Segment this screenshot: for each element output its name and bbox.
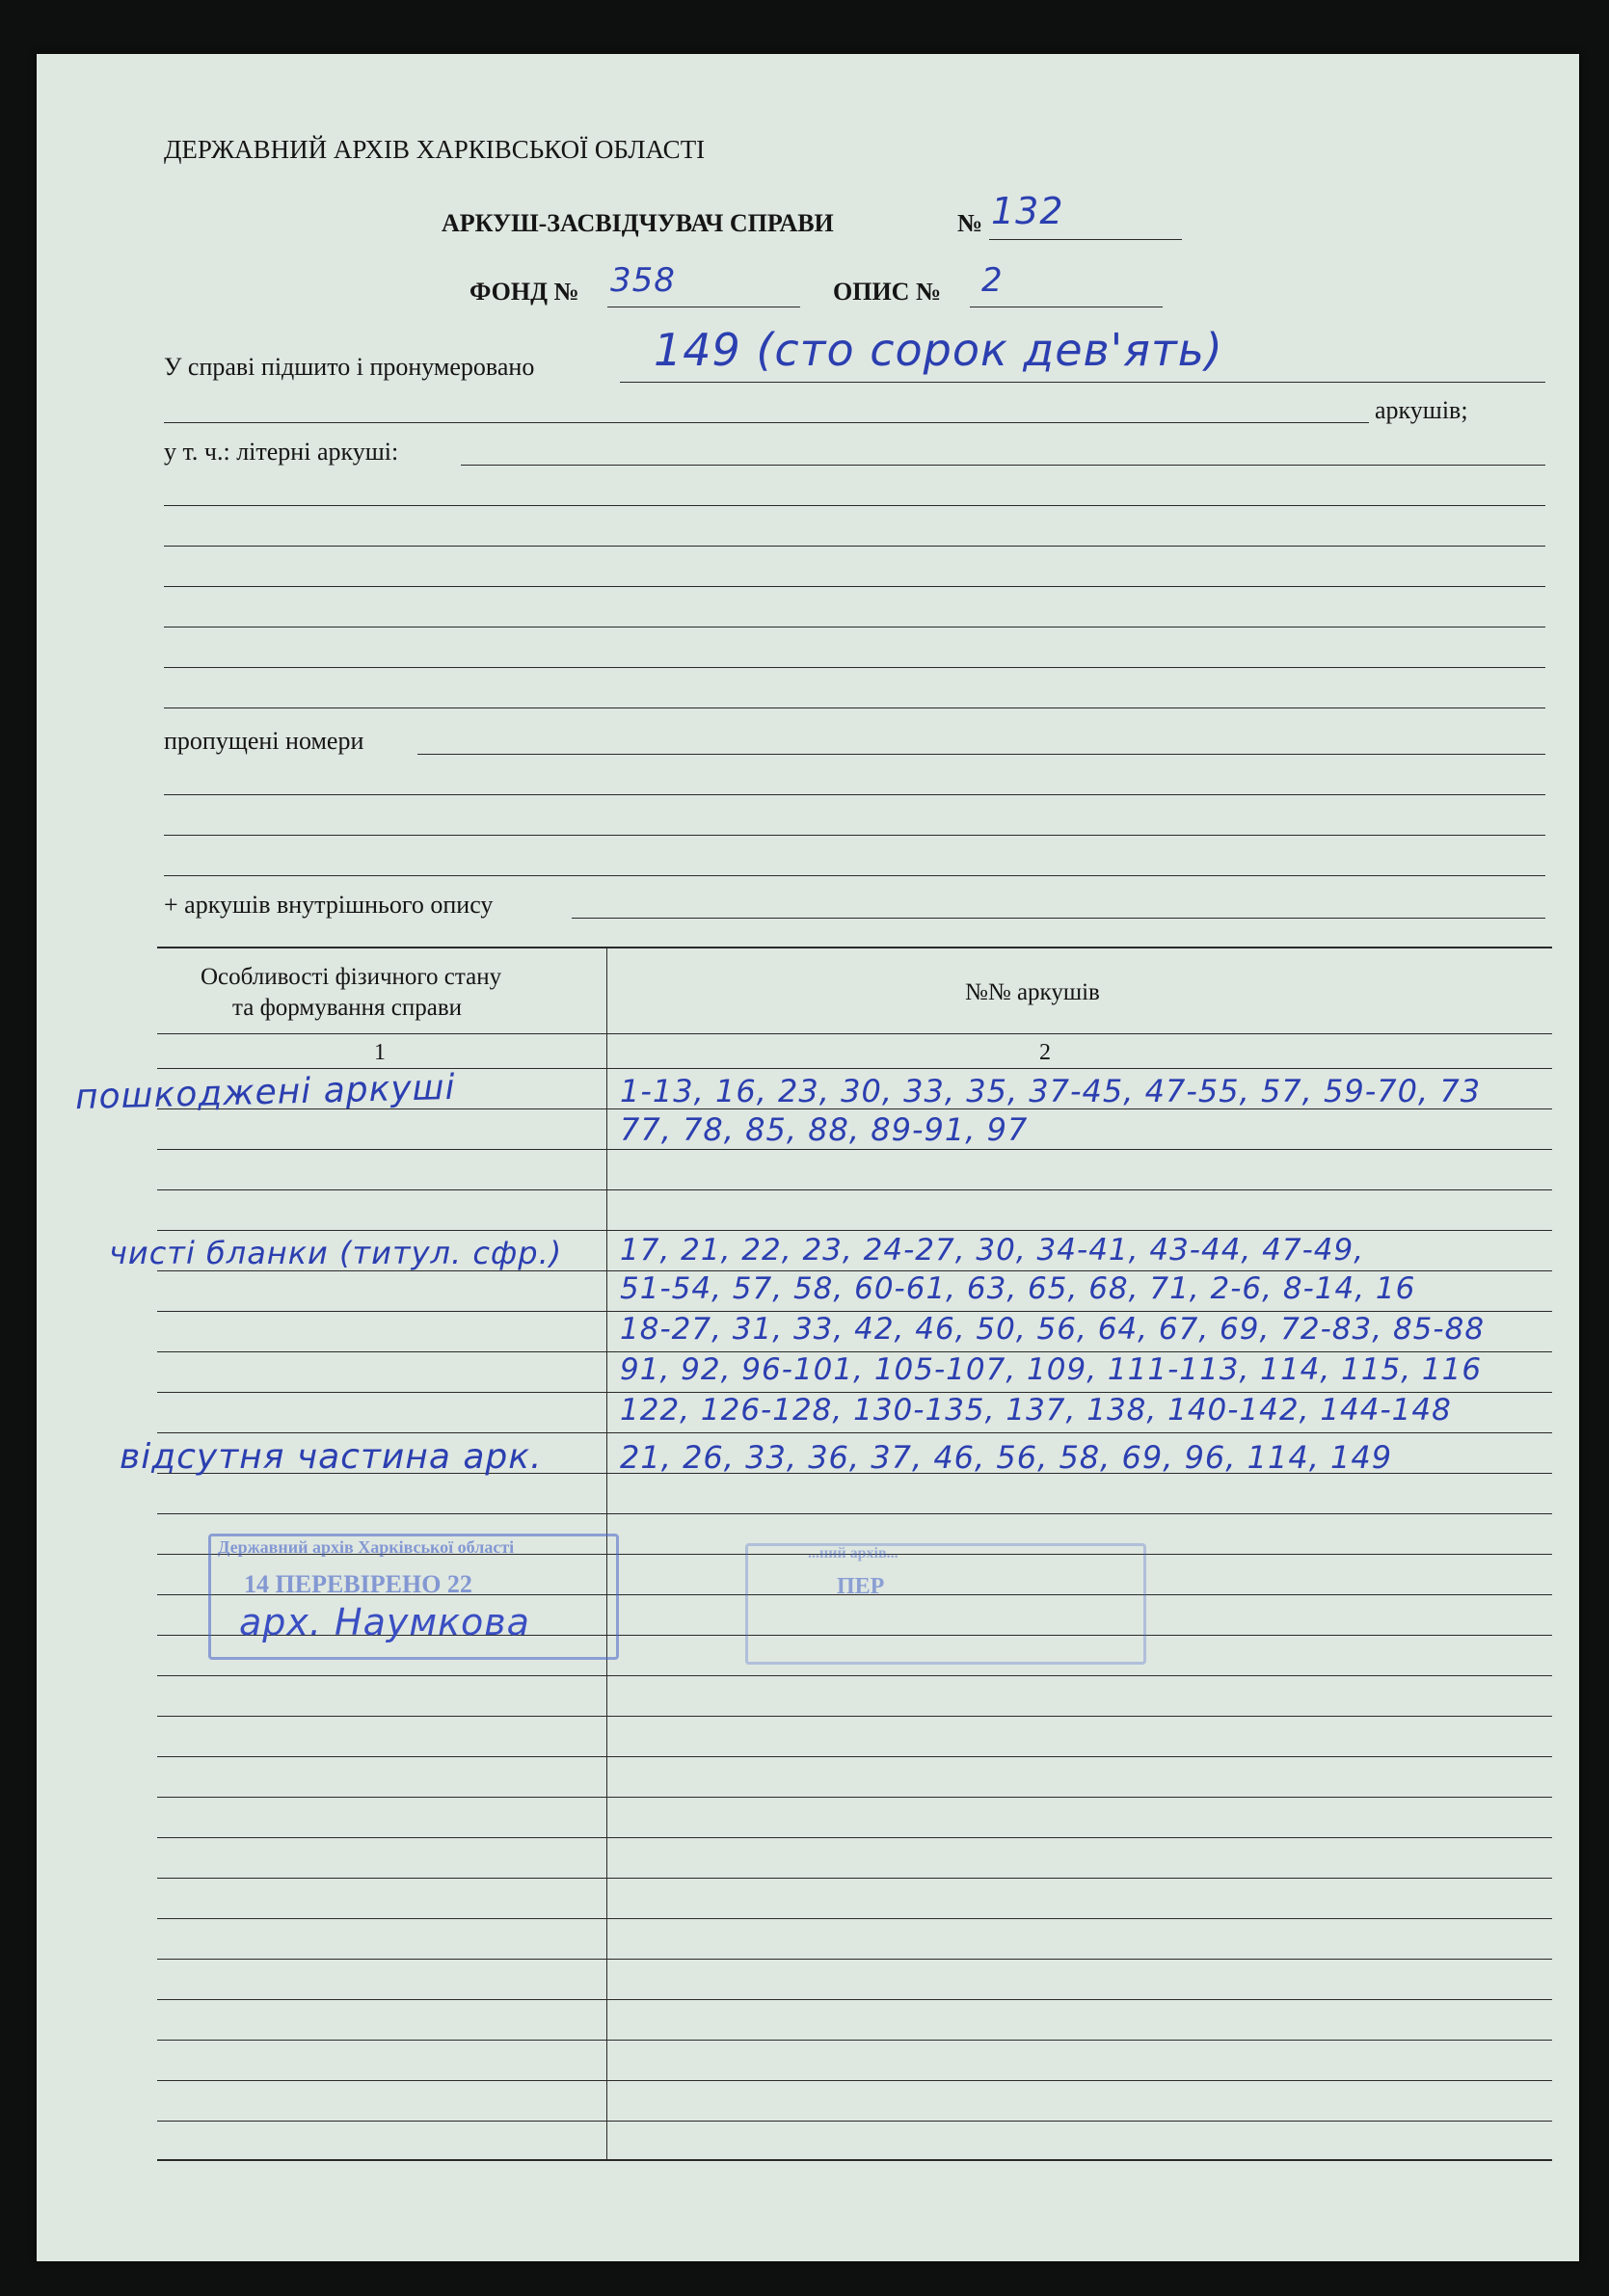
row1-sheets-line2: 77, 78, 85, 88, 89-91, 97 <box>620 1111 1029 1148</box>
table-line <box>157 2121 1552 2122</box>
opys-value: 2 <box>981 261 1004 300</box>
opys-label: ОПИС № <box>833 278 942 306</box>
blank-line <box>164 546 1545 547</box>
table-line <box>157 1999 1552 2000</box>
case-number: 132 <box>991 190 1064 232</box>
inner-label: + аркушів внутрішнього опису <box>164 891 494 919</box>
table-line <box>157 1189 1552 1190</box>
fond-value: 358 <box>610 261 676 300</box>
case-number-sign: № <box>957 209 983 237</box>
row3-feature: відсутня частина арк. <box>120 1437 543 1477</box>
row2-sheets-line4: 91, 92, 96-101, 105-107, 109, 111-113, 114, 115, 116 <box>620 1352 1483 1387</box>
sewn-line-2 <box>164 422 1369 423</box>
faded-stamp <box>745 1543 1146 1665</box>
table-bottom-border <box>157 2159 1552 2161</box>
table-line <box>157 1756 1552 1757</box>
inner-line <box>572 918 1545 919</box>
blank-line <box>164 794 1545 795</box>
table-line <box>157 1837 1552 1838</box>
sewn-value: 149 (сто сорок дев'ять) <box>654 324 1223 376</box>
table-line <box>157 1675 1552 1676</box>
row1-sheets-line1: 1-13, 16, 23, 30, 33, 35, 37-45, 47-55, 57, 59-70, 73 <box>620 1073 1482 1109</box>
table-line <box>157 1959 1552 1960</box>
col2-number: 2 <box>1039 1040 1051 1065</box>
header-line <box>157 1033 1552 1034</box>
case-number-line <box>989 239 1182 240</box>
sheets-suffix: аркушів; <box>1375 396 1468 424</box>
table-line <box>157 1230 1552 1231</box>
col1-number: 1 <box>374 1040 386 1065</box>
table-line <box>157 1797 1552 1798</box>
stamp-signature: арх. Наумкова <box>239 1601 530 1643</box>
blank-line <box>164 586 1545 587</box>
table-line <box>157 1149 1552 1150</box>
row2-sheets-line2: 51-54, 57, 58, 60-61, 63, 65, 68, 71, 2-6, 8-14, 16 <box>620 1271 1416 1306</box>
blank-line <box>164 875 1545 876</box>
faded-stamp-line: ПЕР <box>837 1574 885 1599</box>
table-line <box>157 2040 1552 2041</box>
litera-label: у т. ч.: літерні аркуші: <box>164 438 399 466</box>
missed-line <box>417 754 1545 755</box>
table-line <box>157 1513 1552 1514</box>
faded-stamp-header: ...ний архів... <box>808 1545 898 1562</box>
table-line <box>157 1918 1552 1919</box>
row2-sheets-line3: 18-27, 31, 33, 42, 46, 50, 56, 64, 67, 69, 72-83, 85-88 <box>620 1312 1486 1347</box>
col2-header: №№ аркушів <box>965 979 1100 1005</box>
sewn-label: У справі підшито і пронумеровано <box>164 353 535 381</box>
row2-sheets-line5: 122, 126-128, 130-135, 137, 138, 140-142, 144-148 <box>620 1393 1452 1428</box>
missed-label: пропущені номери <box>164 727 364 755</box>
table-line <box>157 1716 1552 1717</box>
blank-line <box>164 707 1545 708</box>
document-page <box>37 54 1579 2261</box>
row2-sheets-line1: 17, 21, 22, 23, 24-27, 30, 34-41, 43-44, 47-49, <box>620 1233 1365 1268</box>
case-title-label: АРКУШ-ЗАСВІДЧУВАЧ СПРАВИ <box>442 209 834 237</box>
stamp-header: Державний архів Харківської області <box>218 1537 515 1557</box>
row2-feature: чисті бланки (титул. сфр.) <box>109 1235 563 1271</box>
table-line <box>157 1068 1552 1069</box>
blank-line <box>164 835 1545 836</box>
stamp-line: 14 ПЕРЕВІРЕНО 22 <box>244 1570 472 1598</box>
table-line <box>157 2080 1552 2081</box>
col1-header-line2: та формування справи <box>232 995 463 1021</box>
archive-name: ДЕРЖАВНИЙ АРХІВ ХАРКІВСЬКОЇ ОБЛАСТІ <box>164 135 706 164</box>
row1-feature: пошкоджені аркуші <box>74 1067 457 1118</box>
col1-header-line1: Особливості фізичного стану <box>201 964 502 990</box>
fond-label: ФОНД № <box>469 278 579 306</box>
table-top-border <box>157 947 1552 948</box>
sewn-line <box>620 382 1545 383</box>
table-line <box>157 1432 1552 1433</box>
blank-line <box>164 667 1545 668</box>
table-line <box>157 1878 1552 1879</box>
blank-line <box>164 505 1545 506</box>
row3-sheets-line1: 21, 26, 33, 36, 37, 46, 56, 58, 69, 96, 114, 149 <box>620 1439 1393 1476</box>
litera-line <box>461 465 1545 466</box>
